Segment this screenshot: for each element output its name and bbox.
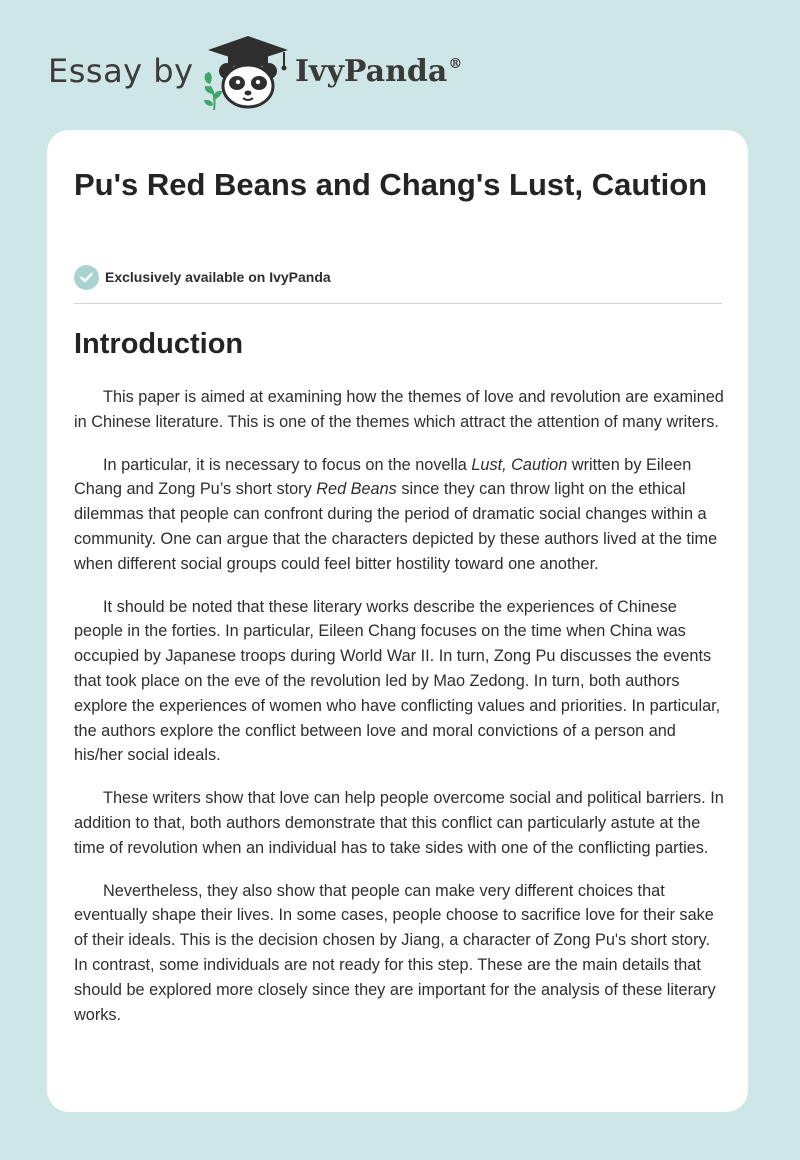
essay-title: Pu's Red Beans and Chang's Lust, Caution xyxy=(74,167,708,202)
paragraph-5: Nevertheless, they also show that people can make very different choices that eventually shape their lives. In some cases, people choose to sacrifice love for their sake of their ideals. This is the decision chosen by Jiang, a character of Zong Pu's short story. In contrast, some individuals are not ready for this step. These are the main details that should be explored more closely since they are important for the analysis of these literary works. xyxy=(74,881,716,1024)
essay-card xyxy=(47,130,748,1112)
story-title-red-beans: Red Beans xyxy=(316,480,397,499)
essay-body xyxy=(74,385,726,1045)
brand-text: IvyPanda xyxy=(295,54,448,89)
paragraph-1: This paper is aimed at examining how the themes of love and revolution are examined in Chinese literature. This is one of the themes which attract the attention of many writers. xyxy=(74,388,724,431)
exclusive-label: Exclusively available on IvyPanda xyxy=(105,269,331,285)
exclusive-badge xyxy=(74,264,331,290)
novella-title-lust-caution: Lust, Caution xyxy=(471,455,568,474)
paragraph-2: In particular, it is necessary to focus on the novella Lust, Caution written by Eileen Chang and Zong Pu’s short story Red Beans since they can throw light on the ethical dilemmas that people can confront during the period of dramatic social changes within a community. One can argue that the characters depicted by these authors lived at the time when different social groups could feel bitter hostility toward one another. xyxy=(74,455,718,573)
essay-by-label: Essay by xyxy=(48,52,194,90)
paragraph-3: It should be noted that these literary works describe the experiences of Chinese people in the forties. In particular, Eileen Chang focuses on the time when China was occupied by Japanese troops during World War II. In turn, Zong Pu discusses the events that took place on the eve of the revolution led by Mao Zedong. In turn, both authors explore the experiences of women who have conflicting values and priorities. In particular, the authors explore the conflict between love and moral convictions of a person and his/her social ideals. xyxy=(74,597,721,765)
site-header xyxy=(48,34,608,114)
section-heading-introduction: Introduction xyxy=(74,328,244,360)
brand-name[interactable] xyxy=(295,54,462,89)
registered-mark: ® xyxy=(448,56,463,72)
paragraph-4: These writers show that love can help people overcome social and political barriers. In addition to that, both authors demonstrate that this conflict can particularly astute at the time of revolution when an individual has to take sides with one of the conflicting parties. xyxy=(74,789,724,857)
panda-graduate-logo-icon[interactable] xyxy=(200,34,296,110)
ivy-leaf-icon xyxy=(204,72,222,110)
check-badge-icon xyxy=(74,265,99,290)
title-divider xyxy=(74,303,722,304)
